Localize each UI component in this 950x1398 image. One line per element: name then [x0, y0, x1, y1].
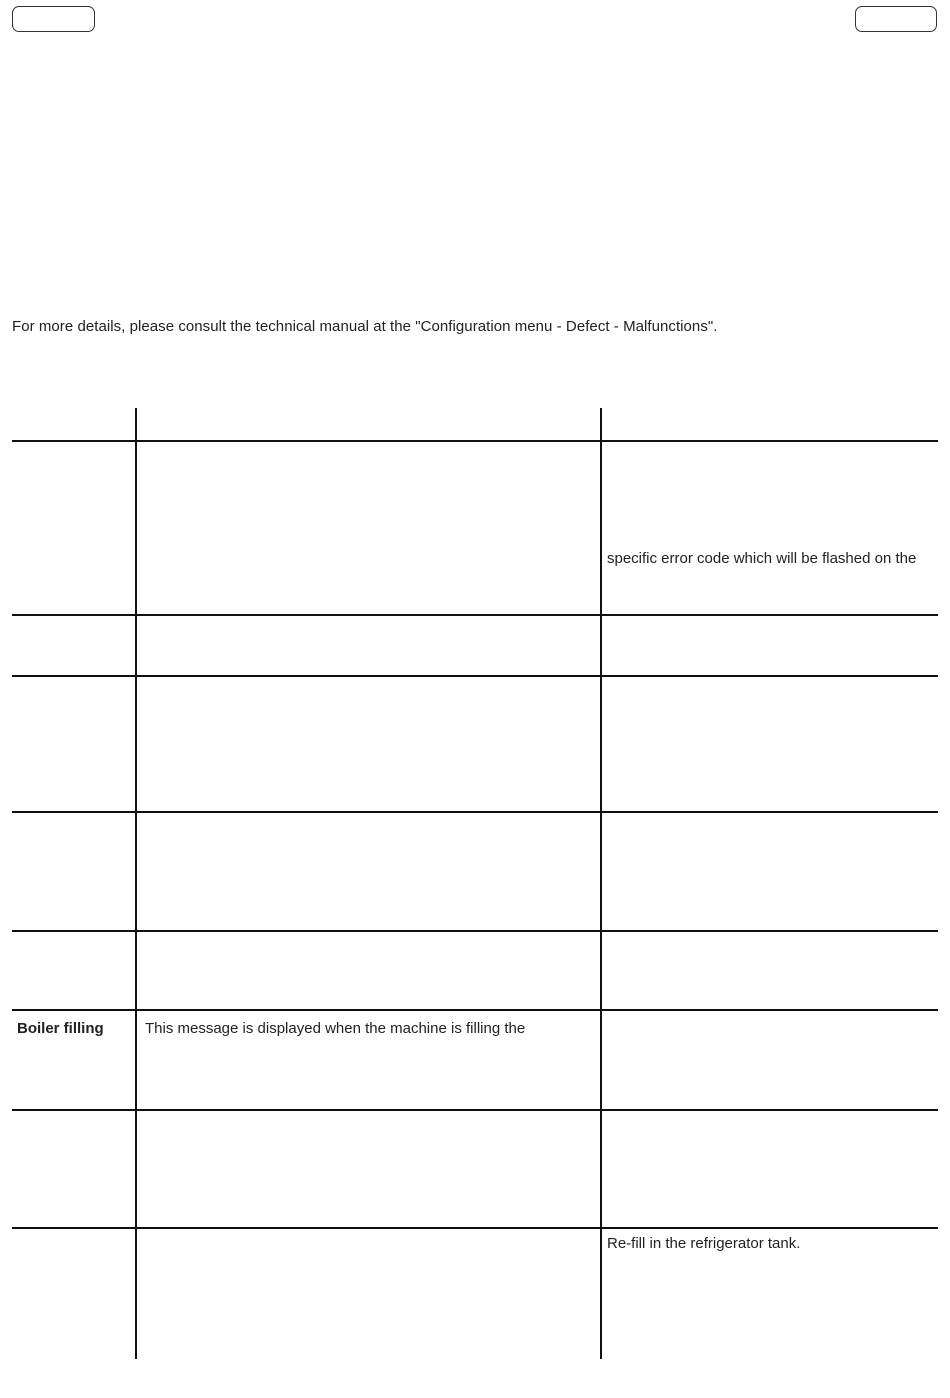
table-row-divider: [12, 1109, 938, 1111]
table-row-divider: [12, 1009, 938, 1011]
table-row-divider: [12, 811, 938, 813]
row-8-action: Re-fill in the refrigerator tank.: [607, 1235, 801, 1252]
table-row-divider: [12, 930, 938, 932]
table-row-divider: [12, 1227, 938, 1229]
page-tab-left: [12, 6, 95, 32]
page-tab-right: [855, 6, 937, 32]
table-header-rule: [12, 440, 938, 442]
row-1-action: specific error code which will be flashed on the: [607, 550, 917, 567]
column-divider-2: [600, 408, 602, 1359]
row-6-message: Boiler filling: [17, 1020, 104, 1037]
row-6-description: This message is displayed when the machine is filling the: [145, 1020, 526, 1037]
table-row-divider: [12, 675, 938, 677]
table-row-divider: [12, 614, 938, 616]
intro-paragraph: For more details, please consult the technical manual at the "Configuration menu - Defect - Malfunctions".: [12, 318, 718, 335]
column-divider-1: [135, 408, 137, 1359]
